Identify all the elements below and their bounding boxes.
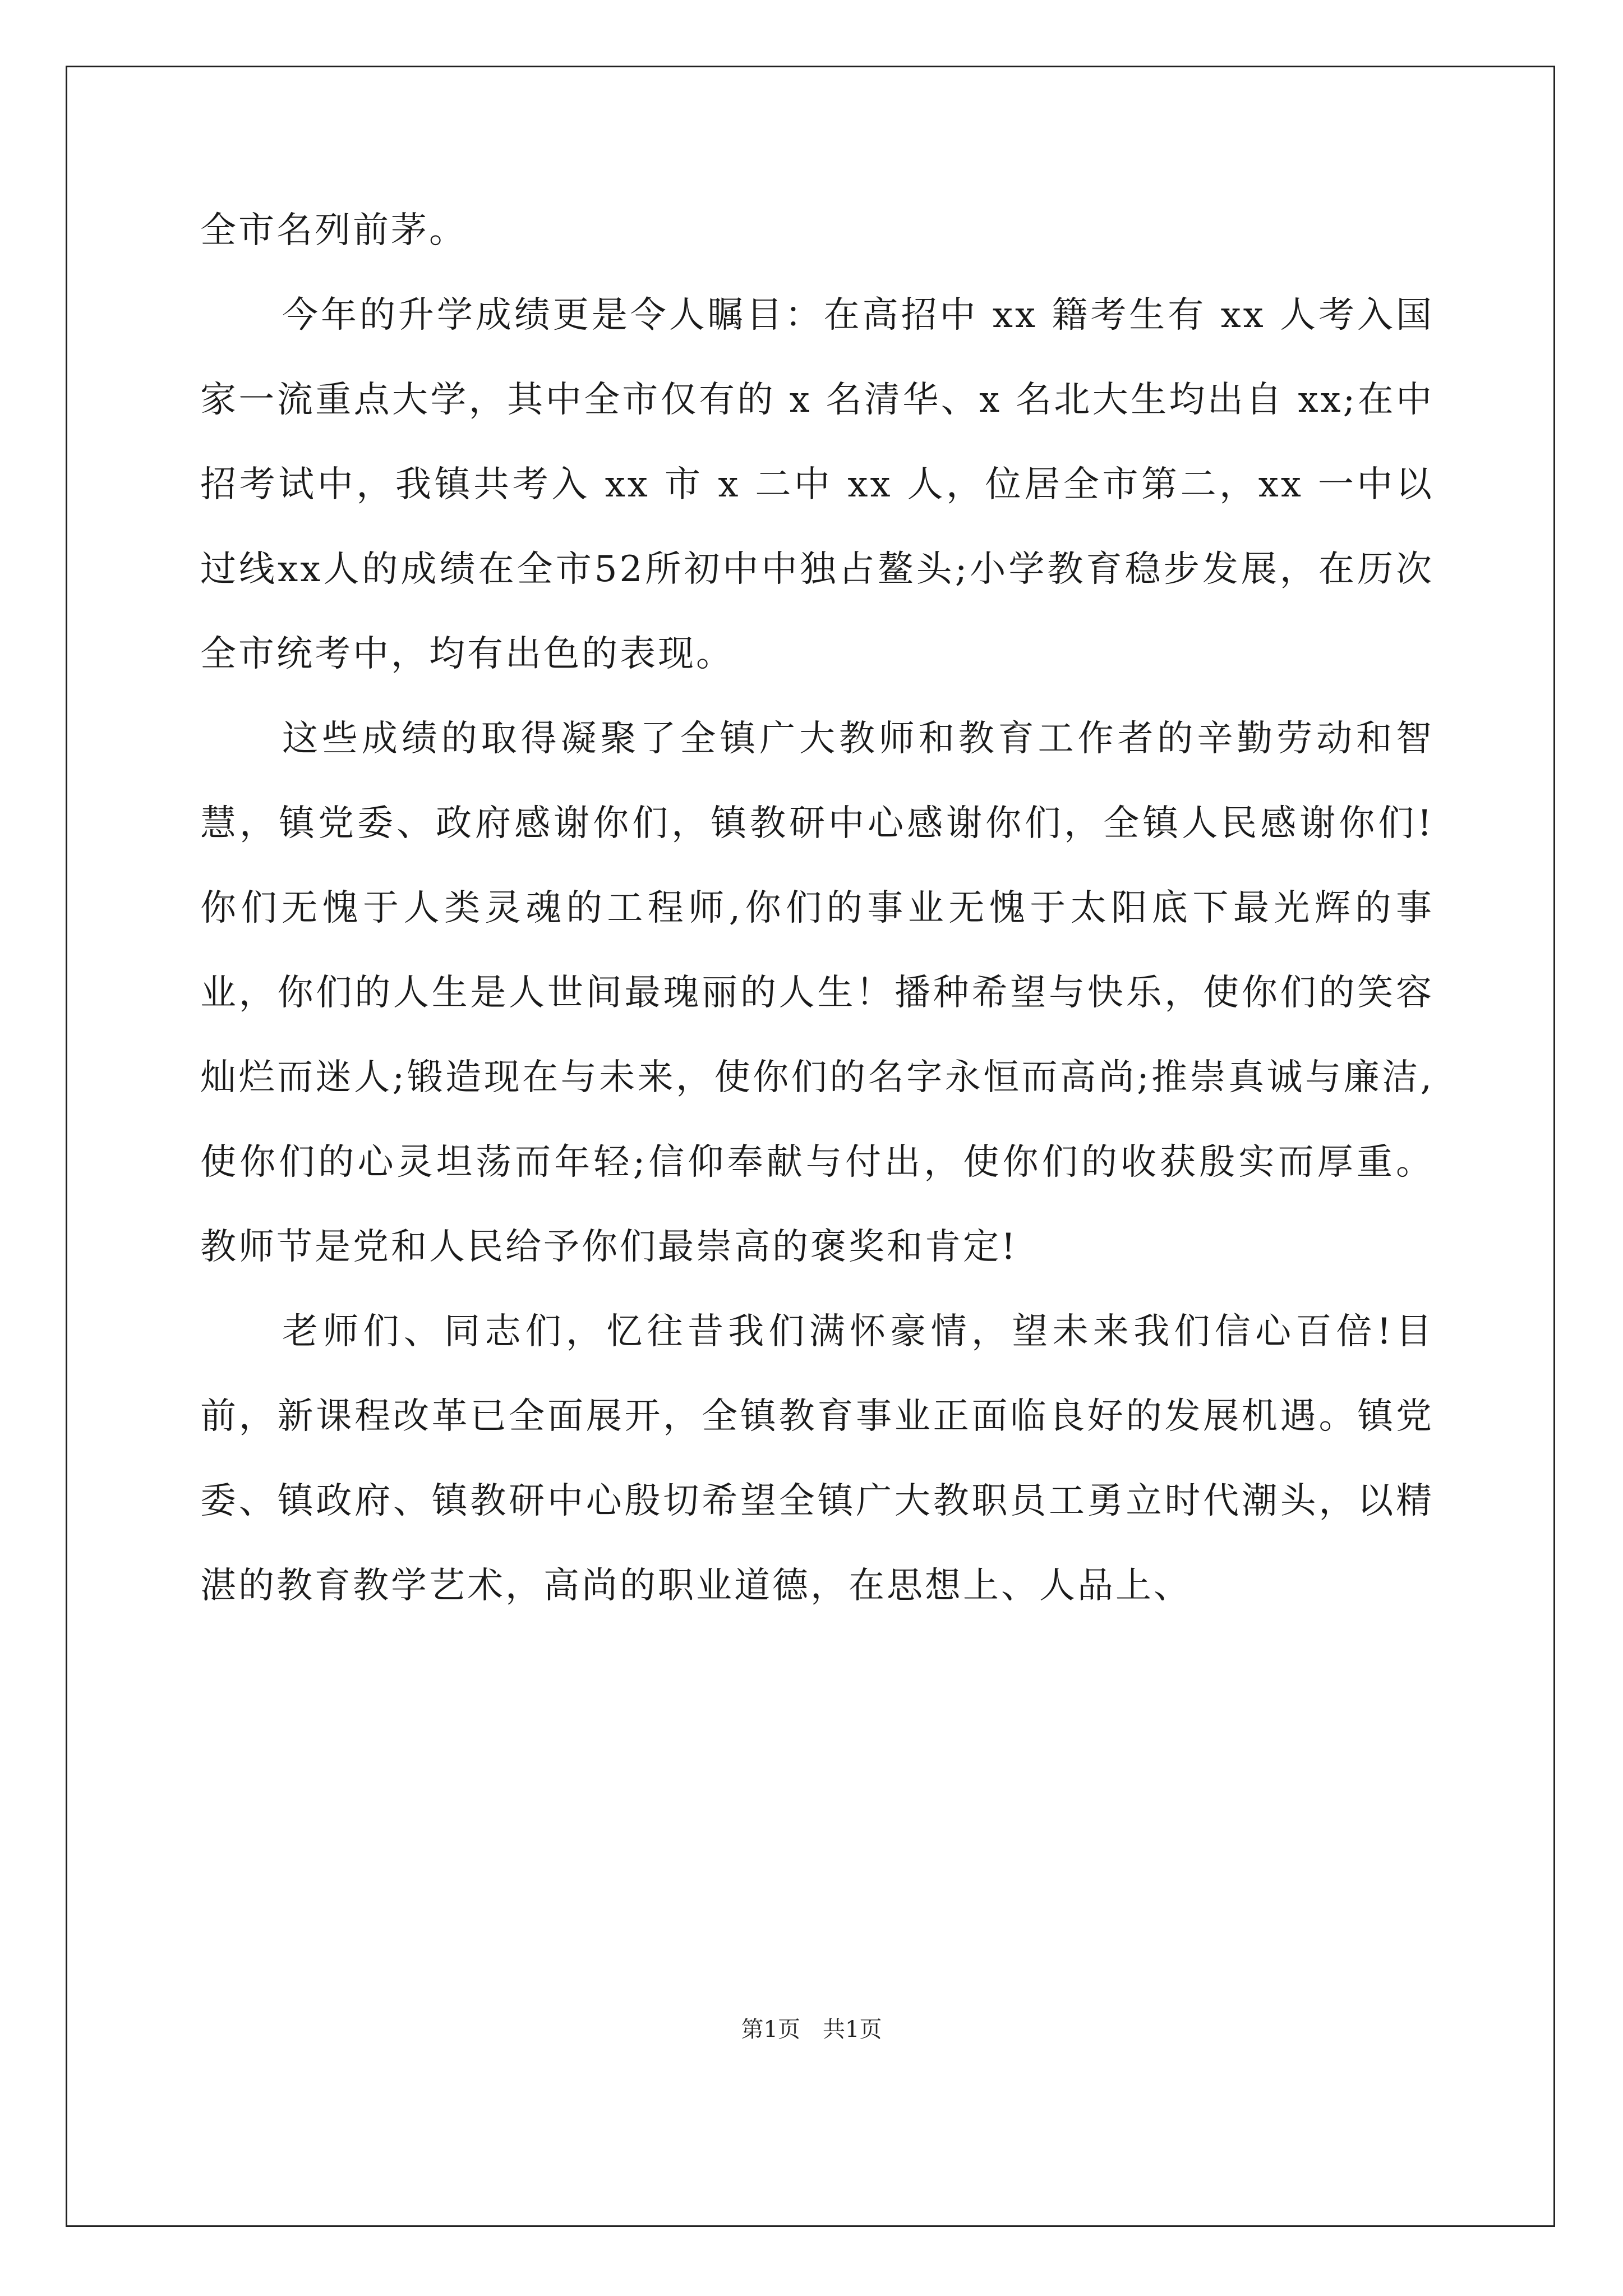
paragraph-2: 今年的升学成绩更是令人瞩目：在高招中 xx 籍考生有 xx 人考入国家一流重点大学，其中全市仅有的 x 名清华、x 名北大生均出自 xx;在中招考试中，我镇共考入 xx 市 x 二中 xx 人，位居全市第二，xx 一中以过线xx人的成绩在全市52所初中中独占鳌头;小学教育稳步发展，在历次全市统考中，均有出色的表现。 xyxy=(200,295,1434,675)
paragraph-4: 老师们、同志们，忆往昔我们满怀豪情，望未来我们信心百倍!目前，新课程改革已全面展开，全镇教育事业正面临良好的发展机遇。镇党委、镇政府、镇教研中心殷切希望全镇广大教职员工勇立时代潮头，以精湛的教育教学艺术，高尚的职业道德，在思想上、人品上、 xyxy=(200,1311,1434,1607)
page-footer xyxy=(0,2013,1623,2046)
page-total: 共1页 xyxy=(823,2017,882,2042)
paragraph-1: 全市名列前茅。 xyxy=(200,210,467,251)
page-number: 第1页 xyxy=(741,2017,800,2042)
paragraph-3: 这些成绩的取得凝聚了全镇广大教师和教育工作者的辛勤劳动和智慧，镇党委、政府感谢你们，镇教研中心感谢你们，全镇人民感谢你们!你们无愧于人类灵魂的工程师,你们的事业无愧于太阳底下最光辉的事业，你们的人生是人世间最瑰丽的人生！播种希望与快乐，使你们的笑容灿烂而迷人;锻造现在与未来，使你们的名字永恒而高尚;推崇真诚与廉洁,使你们的心灵坦荡而年轻;信仰奉献与付出，使你们的收获殷实而厚重。教师节是党和人民给予你们最崇高的褒奖和肯定! xyxy=(200,718,1434,1268)
document-body xyxy=(200,188,1434,1628)
